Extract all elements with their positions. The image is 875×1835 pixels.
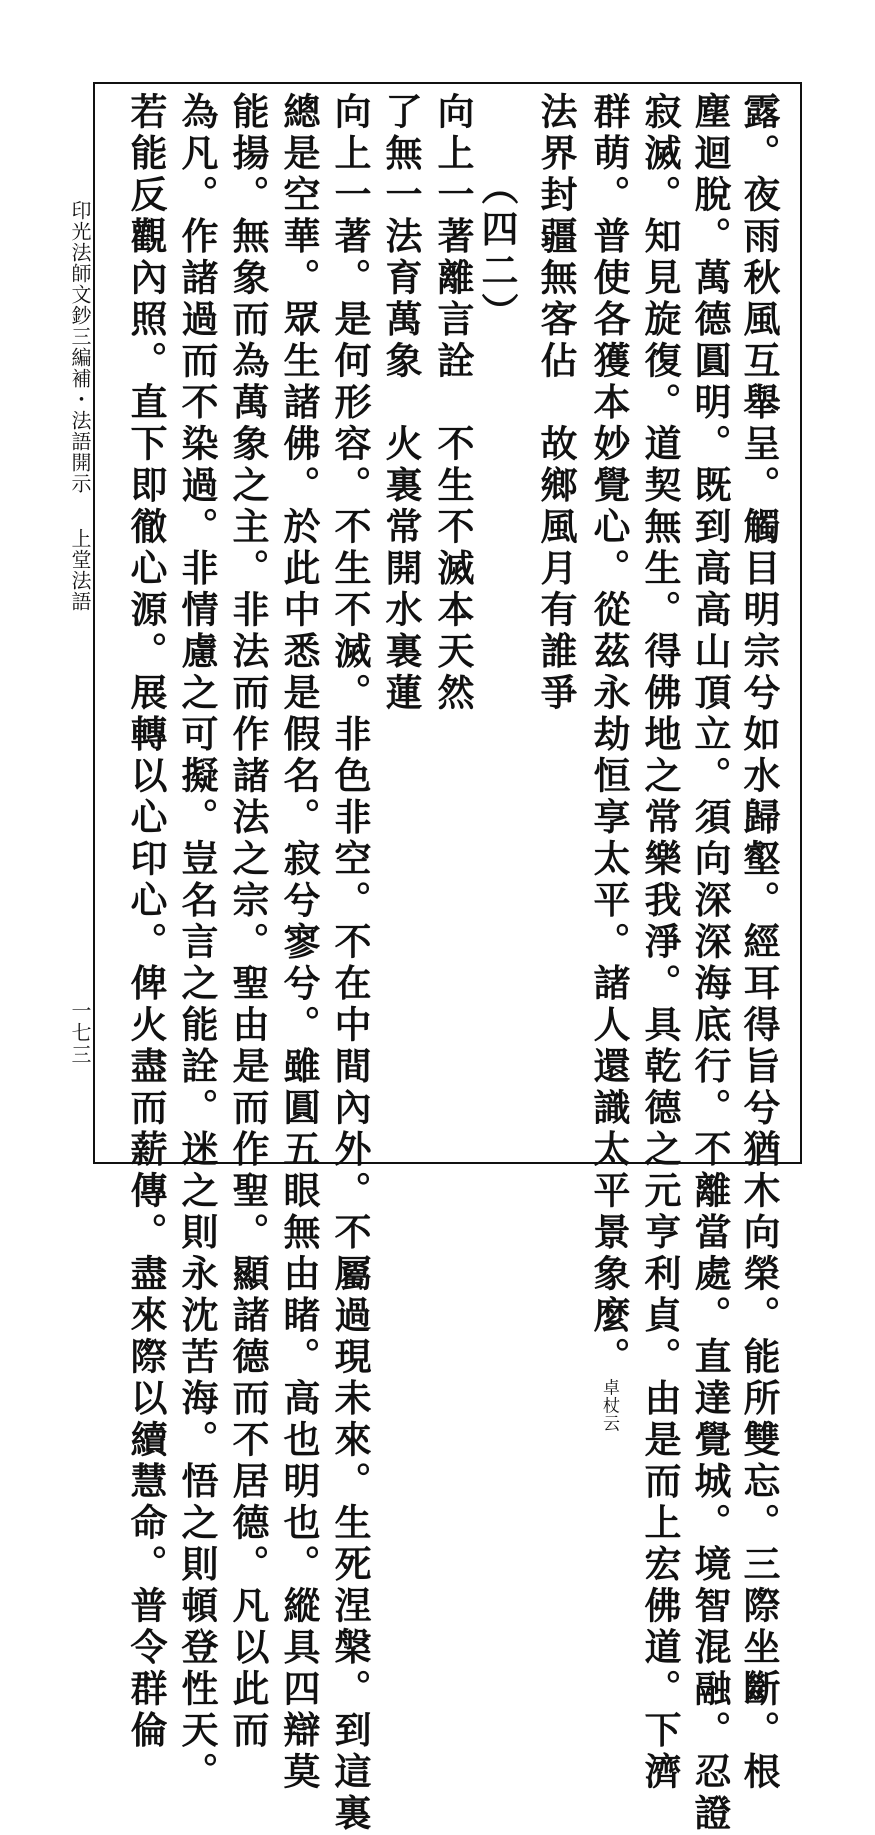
text-column-4-body: 群萌。普使各獲本妙覺心。從茲永劫恒享太平。諸人還識太平景象麼。 — [587, 92, 631, 1379]
book-title: 印光法師文鈔三編補・法語開示 — [68, 200, 92, 494]
frame-top-border — [93, 82, 801, 84]
text-column-12: 能揚。無象而為萬象之主。非法而作諸法之宗。聖由是而作聖。顯諸德而不居德。凡以此而 — [226, 92, 270, 1752]
text-column-3: 寂滅。知見旋復。道契無生。得佛地之常樂我淨。具乾德之元亨利貞。由是而上宏佛道。下濟 — [638, 92, 682, 1794]
text-column-11: 總是空華。眾生諸佛。於此中悉是假名。寂兮寥兮。雖圓五眼無由睹。高也明也。縱具四辯莫 — [277, 92, 321, 1794]
page-number: 一七三 — [68, 1000, 92, 1066]
running-header — [70, 200, 90, 612]
section-title: 上堂法語 — [68, 528, 92, 612]
text-column-14: 若能反觀內照。直下即徹心源。展轉以心印心。俾火盡而薪傳。盡來際以續慧命。普令群倫 — [124, 92, 168, 1752]
text-column-1: 露。夜雨秋風互舉呈。觸目明宗兮如水歸壑。經耳得旨兮猶木向榮。能所雙忘。三際坐斷。根 — [737, 92, 781, 1794]
frame-right-border — [800, 82, 802, 1164]
inline-annotation: 卓杖云 — [599, 1378, 619, 1433]
text-column-4 — [587, 92, 631, 1433]
text-column-9: 了無一法育萬象 火裏常開水裏蓮 — [379, 92, 423, 715]
text-column-8: 向上一著離言詮 不生不滅本天然 — [431, 92, 475, 715]
section-heading: （四二） — [475, 168, 519, 334]
text-column-10: 向上一著。是何形容。不生不滅。非色非空。不在中間內外。不屬過現未來。生死涅槃。到這裏 — [328, 92, 372, 1835]
text-column-5: 法界封疆無客佔 故鄉風月有誰爭 — [534, 92, 578, 715]
text-column-13: 為凡。作諸過而不染過。非情慮之可擬。豈名言之能詮。迷之則永沈苦海。悟之則頓登性天。 — [175, 92, 219, 1794]
frame-left-border — [93, 82, 95, 1164]
text-column-2: 塵迴脫。萬德圓明。既到高高山頂立。須向深深海底行。不離當處。直達覺城。境智混融。忍證 — [688, 92, 732, 1835]
